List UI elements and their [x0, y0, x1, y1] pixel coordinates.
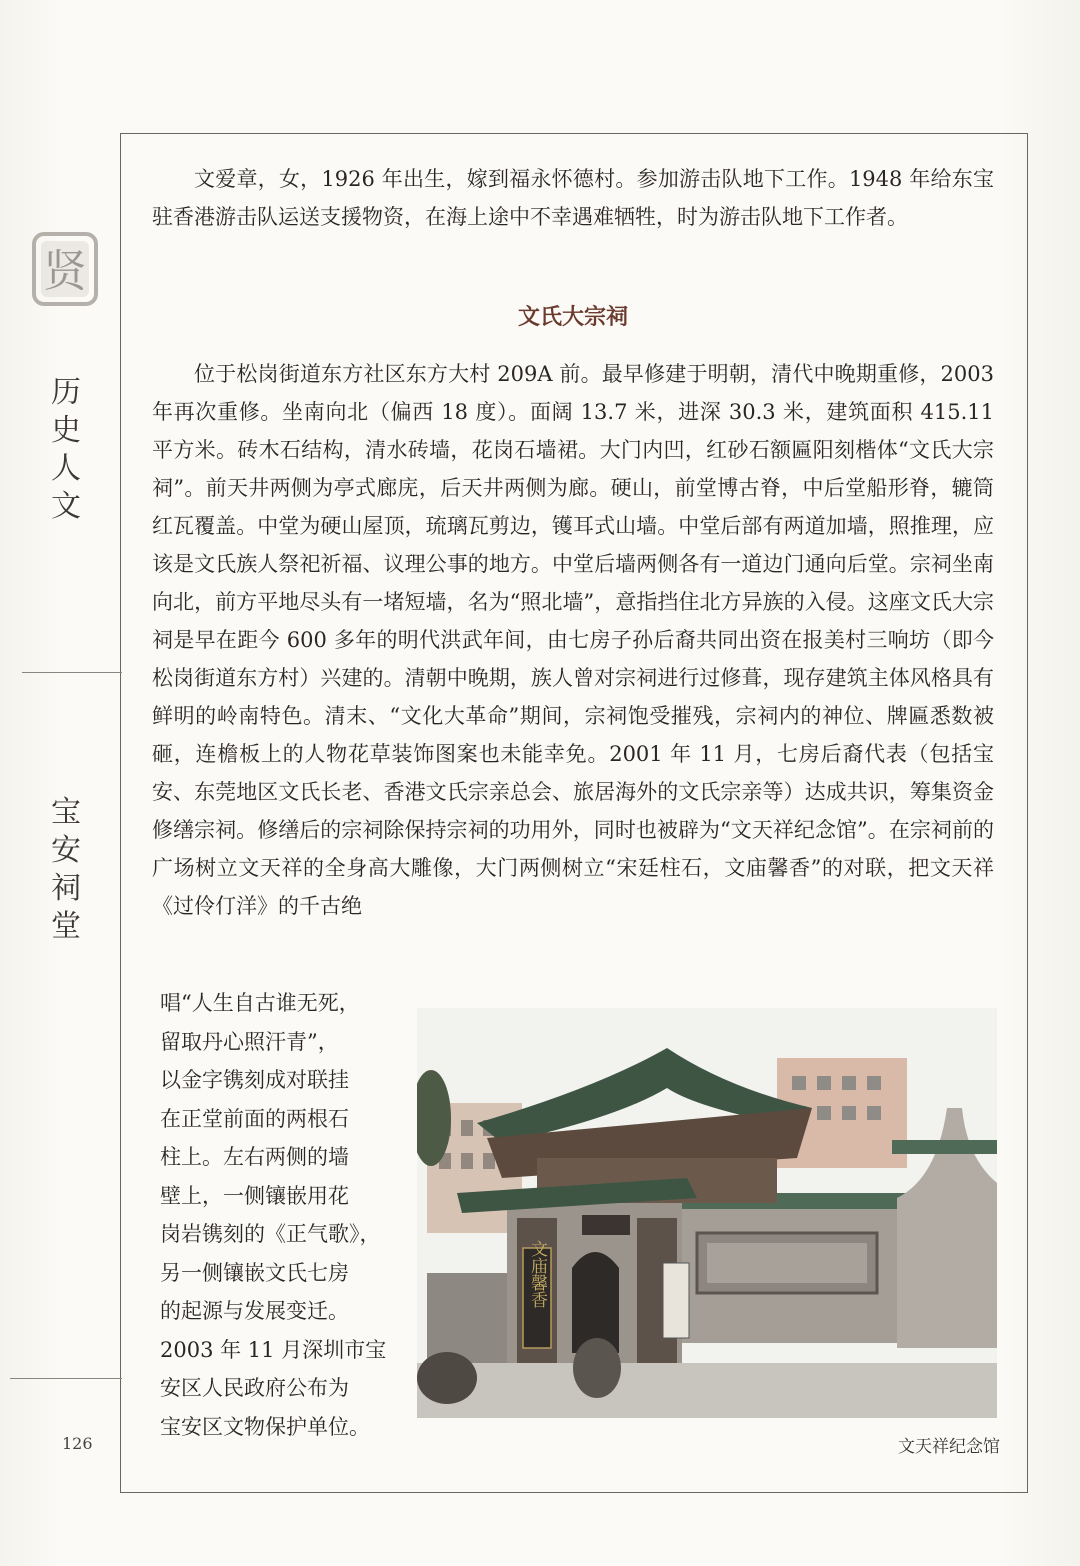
paragraph-ancestral-hall-continued	[160, 984, 400, 1446]
text-line: 壁上，一侧镶嵌用花	[160, 1183, 349, 1208]
divider-line	[22, 672, 122, 673]
temple-photo	[417, 1008, 997, 1418]
svg-text:贤: 贤	[43, 246, 87, 297]
divider-line	[10, 1378, 122, 1379]
text-line: 另一侧镶嵌文氏七房	[160, 1260, 349, 1285]
paragraph-wen-aizhang: 文爱章，女，1926 年出生，嫁到福永怀德村。参加游击队地下工作。1948 年给东宝驻香港游击队运送支援物资，在海上途中不幸遇难牺牲，时为游击队地下工作者。	[152, 167, 995, 229]
seal-icon	[32, 232, 98, 306]
text-line: 柱上。左右两侧的墙	[160, 1145, 349, 1169]
text-line: 留取丹心照汗青”，	[160, 1029, 339, 1054]
side-section-title-ancestral-halls: 宝 安 祠 堂	[51, 795, 81, 944]
photo-caption: 文天祥纪念馆	[898, 1437, 1000, 1457]
text-line: 宝安区文物保护单位。	[160, 1414, 370, 1439]
couplet-char: 文庙馨香	[527, 1240, 547, 1308]
text-line: 在正堂前面的两根石	[160, 1106, 349, 1131]
side-section-title-history: 历 史 人 文	[51, 375, 81, 524]
text-line: 唱“人生自古谁无死，	[160, 991, 360, 1015]
text-line: 的起源与发展变迁。	[160, 1299, 349, 1323]
text-line: 安区人民政府公布为	[160, 1376, 349, 1400]
text-line: 以金字镌刻成对联挂	[160, 1068, 349, 1092]
section-title: 文氏大宗祠	[517, 305, 628, 330]
paragraph-ancestral-hall: 位于松岗街道东方社区东方大村 209A 前。最早修建于明朝，清代中晚期重修，2003 年再次重修。坐南向北（偏西 18 度）。面阔 13.7 米，进深 30.3 米，建筑面积 415.11 平方米。砖木石结构，清水砖墙，花岗石墙裙。大门内凹，红砂石额匾阳刻楷体“文氏大宗祠”。前天井两侧为亭式廊庑，后天井两侧为廊。硬山，前堂博古脊，中后堂船形脊，辘筒红瓦覆盖。中堂为硬山屋顶，琉璃瓦剪边，镬耳式山墙。中堂后部有两道加墙，照推理，应该是文氏族人祭祀祈福、议理公事的地方。中堂后墙两侧各有一道边门通向后堂。宗祠坐南向北，前方平地尽头有一堵短墙，名为“照北墙”，意指挡住北方异族的入侵。这座文氏大宗祠是早在距今 600 多年的明代洪武年间，由七房子孙后裔共同出资在报美村三响坊（即今松岗街道东方村）兴建的。清朝中晚期，族人曾对宗祠进行过修葺，现存建筑主体风格具有鲜明的岭南特色。清末、“文化大革命”期间，宗祠饱受摧残，宗祠内的神位、牌匾悉数被砸，连檐板上的人物花草装饰图案也未能幸免。2001 年 11 月，七房后裔代表（包括宝安、东莞地区文氏长老、香港文氏宗亲总会、旅居海外的文氏宗亲等）达成共识，筹集资金修缮宗祠。修缮后的宗祠除保持宗祠的功用外，同时也被辟为“文天祥纪念馆”。在宗祠前的广场树立文天祥的全身高大雕像，大门两侧树立“宋廷柱石，文庙馨香”的对联，把文天祥《过伶仃洋》的千古绝	[152, 362, 994, 918]
page-number: 126	[62, 1434, 93, 1453]
text-line: 2003 年 11 月深圳市宝	[160, 1337, 387, 1362]
text-line: 岗岩镌刻的《正气歌》，	[160, 1222, 381, 1246]
